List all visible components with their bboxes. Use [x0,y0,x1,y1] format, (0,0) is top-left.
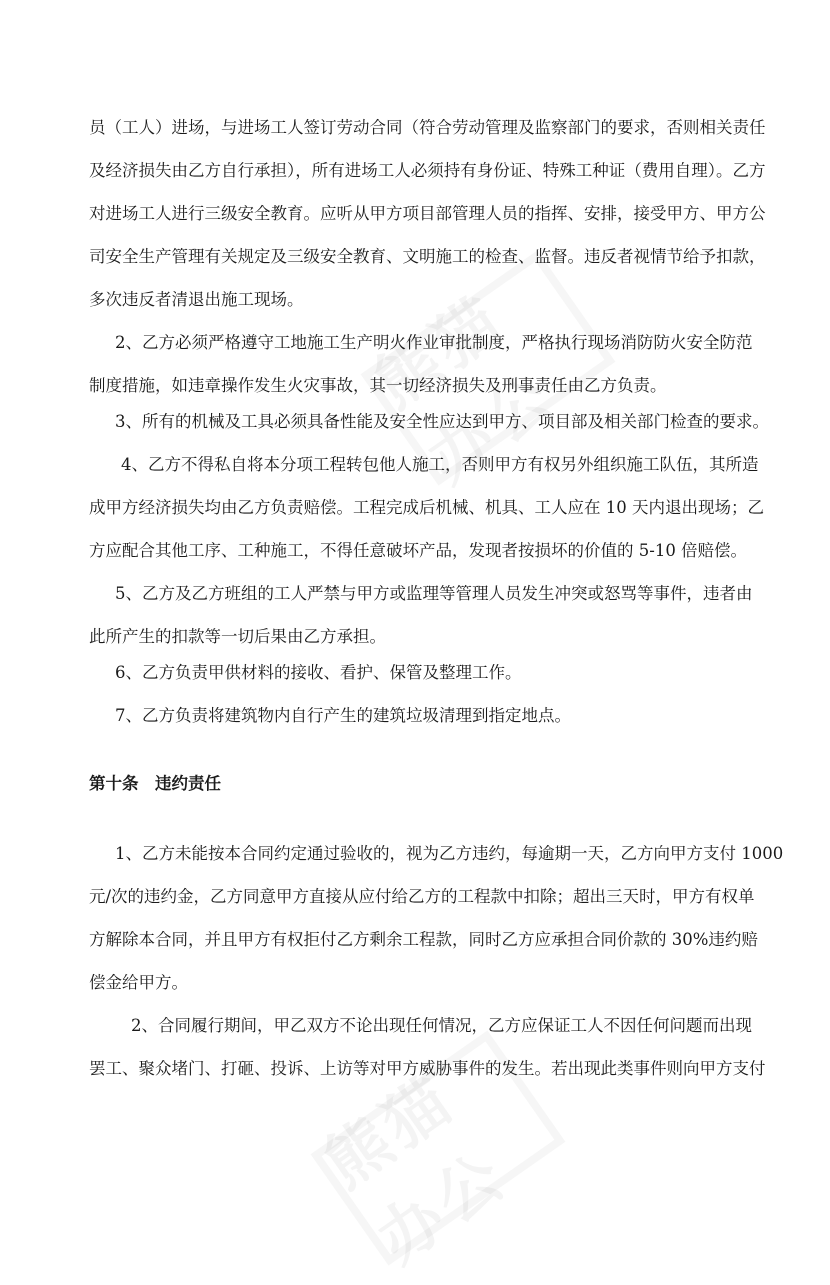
text-line: 2、乙方必须严格遵守工地施工生产明火作业审批制度，严格执行现场消防防火安全防范 [115,333,753,352]
text-line: 方应配合其他工序、工种施工，不得任意破坏产品，发现者按损坏的价值的 5-10 倍赔偿。 [89,541,748,560]
clause-item-4 [89,443,769,572]
text-line: 成甲方经济损失均由乙方负责赔偿。工程完成后机械、机具、工人应在 10 天内退出现场；乙 [89,498,764,517]
section9-continued-paragraph [89,106,769,321]
text-line: 员（工人）进场，与进场工人签订劳动合同（符合劳动管理及监察部门的要求，否则相关责任 [89,118,766,137]
text-line: 元/次的违约金，乙方同意甲方直接从应付给乙方的工程款中扣除；超出三天时，甲方有权单 [89,887,755,906]
text-line: 此所产生的扣款等一切后果由乙方承担。 [89,627,386,646]
clause-item-5 [89,572,769,658]
text-line: 司安全生产管理有关规定及三级安全教育、文明施工的检查、监督。违反者视情节给予扣款， [89,247,766,266]
section10-item-1 [89,832,784,1004]
text-line: 及经济损失由乙方自行承担），所有进场工人必须持有身份证、特殊工种证（费用自理）。乙方 [89,161,766,180]
clause-item-6 [89,651,769,694]
text-line: 2、合同履行期间，甲乙双方不论出现任何情况，乙方应保证工人不因任何问题而出现 [131,1016,752,1035]
text-line: 制度措施，如违章操作发生火灾事故，其一切经济损失及刑事责任由乙方负责。 [89,376,667,395]
text-line: 5、乙方及乙方班组的工人严禁与甲方或监理等管理人员发生冲突或怒骂等事件，违者由 [115,584,753,603]
clause-item-7 [89,694,769,737]
text-line: 1、乙方未能按本合同约定通过验收的，视为乙方违约，每逾期一天，乙方向甲方支付 1000 [115,844,784,863]
text-line: 7、乙方负责将建筑物内自行产生的建筑垃圾清理到指定地点。 [115,706,571,725]
text-line: 6、乙方负责甲供材料的接收、看护、保管及整理工作。 [115,663,522,682]
clause-item-3 [89,400,769,443]
clause-item-2 [89,321,769,407]
section10-item-2 [89,1004,769,1090]
text-line: 罢工、聚众堵门、打砸、投诉、上访等对甲方威胁事件的发生。若出现此类事件则向甲方支付 [89,1059,766,1078]
text-line: 方解除本合同，并且甲方有权拒付乙方剩余工程款，同时乙方应承担合同价款的 30%违约赔 [89,930,758,949]
text-line: 偿金给甲方。 [89,973,188,992]
text-line: 3、所有的机械及工具必须具备性能及安全性应达到甲方、项目部及相关部门检查的要求。 [115,412,769,431]
text-line: 多次违反者清退出施工现场。 [89,290,304,309]
text-line: 对进场工人进行三级安全教育。应听从甲方项目部管理人员的指挥、安排，接受甲方、甲方公 [89,204,766,223]
section-heading-text: 第十条 违约责任 [89,774,221,793]
section-10-heading [89,762,769,805]
text-line: 4、乙方不得私自将本分项工程转包他人施工，否则甲方有权另外组织施工队伍，其所造 [121,455,759,474]
